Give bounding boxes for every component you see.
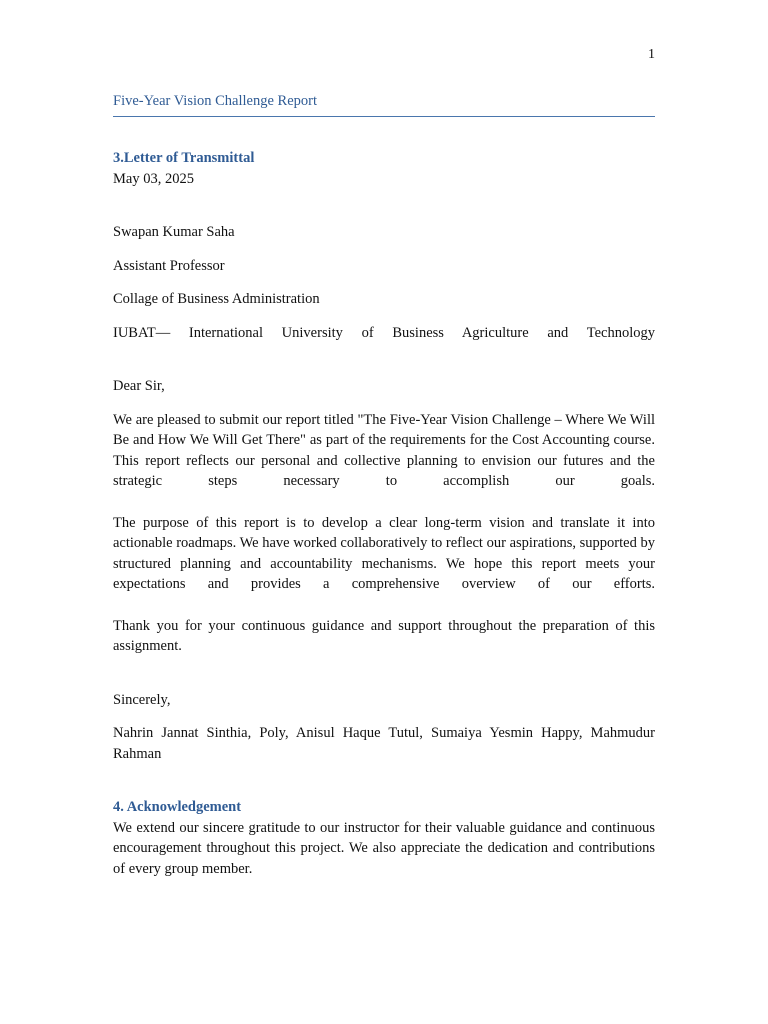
recipient-dept: Collage of Business Administration — [113, 291, 320, 307]
recipient-title: Assistant Professor — [113, 257, 225, 274]
closing: Sincerely, — [113, 691, 171, 708]
signatories: Nahrin Jannat Sinthia, Poly, Anisul Haque Tutul, Sumaiya Yesmin Happy, Mahmudur Rahman — [113, 725, 655, 762]
acknowledgement-text: We extend our sincere gratitude to our instructor for their valuable guidance and continuous encouragement throughout this project. We also appreciate the dedication and contributions of every group member. — [113, 819, 655, 877]
document-body — [113, 148, 655, 879]
recipient-university: IUBAT— International University of Business Agriculture and Technology — [113, 324, 655, 341]
acknowledgement-heading: 4. Acknowledgement — [113, 799, 242, 815]
letter-paragraph-3: Thank you for your continuous guidance and support throughout the preparation of this assignment. — [113, 617, 655, 654]
document-page — [113, 0, 655, 1024]
recipient-name: Swapan Kumar Saha — [113, 224, 235, 240]
transmittal-heading: 3.Letter of Transmittal — [113, 150, 255, 166]
running-header: Five-Year Vision Challenge Report — [113, 93, 655, 117]
letter-date: May 03, 2025 — [113, 170, 194, 187]
page-number: 1 — [648, 47, 655, 62]
letter-paragraph-2: The purpose of this report is to develop a clear long-term vision and translate it into actionable roadmaps. We have worked collaboratively to reflect our aspirations, supported by structured planning and accountability mechanisms. We hope this report meets your expectations and provides a comprehensive overview of our efforts. — [113, 514, 655, 592]
salutation: Dear Sir, — [113, 378, 165, 394]
letter-paragraph-1: We are pleased to submit our report titled "The Five-Year Vision Challenge – Where We Will Be and How We Will Get There" as part of the requirements for the Cost Accounting course. This report reflects our personal and collective planning to envision our futures and the strategic steps necessary to accomplish our goals. — [113, 411, 655, 489]
